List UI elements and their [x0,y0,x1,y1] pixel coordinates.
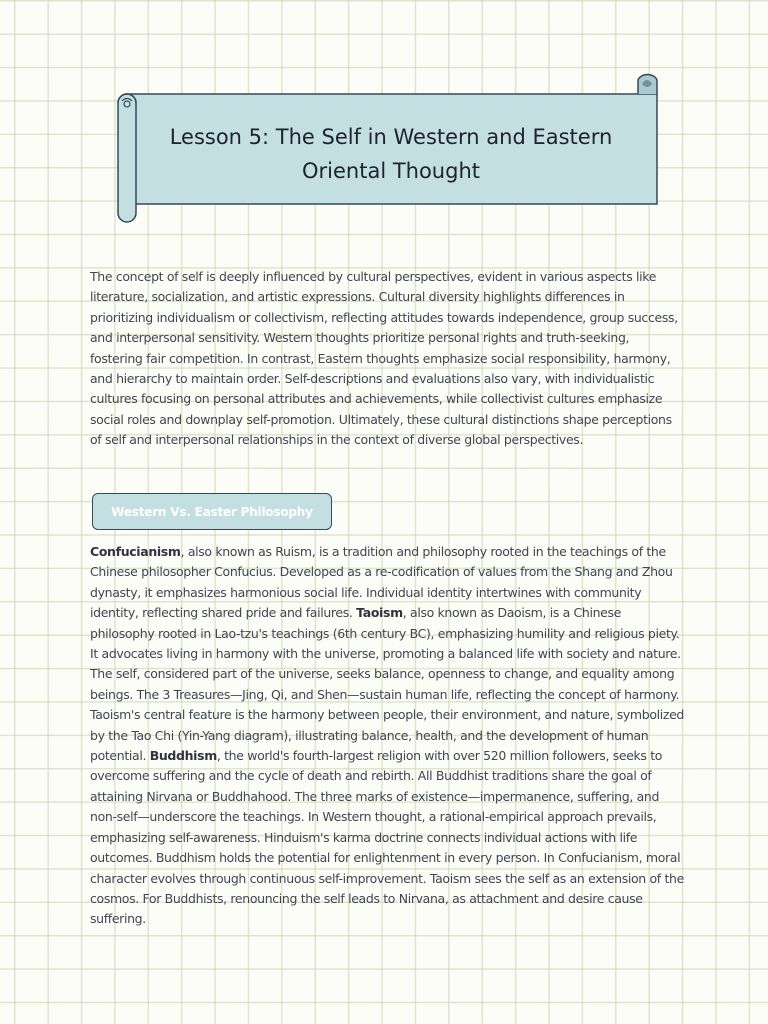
term-buddhism: Buddhism [149,748,217,764]
taoism-text: , also known as Daoism, is a Chinese philosophy rooted in Lao-tzu's teachings (6th century BC), emphasizing humility and religious piety. It advocates living in harmony with the universe, promoting a balanced life with society and nature. The self, considered part of the universe, seeks balance, openness to change, and equality among beings. The 3 Treasures—Jing, Qi, and Shen—sustain human life, reflecting the concept of harmony. Taoism's central feature is the harmony between people, their environment, and nature, symbolized by the Tao Chi (Yin-Yang diagram), illustrating balance, health, and the development of human potential. [90,605,685,764]
confucianism-text: , also known as Ruism, is a tradition and philosophy rooted in the teachings of the Chinese philosopher Confucius. Developed as a re-codification of values from the Shang and Zhou dynasty, it emphasizes harmonious social life. Individual identity intertwines with community identity, reflecting shared pride and failures. [90,544,673,621]
term-taoism: Taoism [356,605,403,621]
section-header-button[interactable] [92,493,332,530]
intro-paragraph: The concept of self is deeply influenced by cultural perspectives, evident in various aspects like literature, socialization, and artistic expressions. Cultural diversity highlights differences in prioritizing individualism or collectivism, reflecting attitudes towards independence, group success, and interpersonal sensitivity. Western thoughts prioritize personal rights and truth-seeking, fostering fair competition. In contrast, Eastern thoughts emphasize social responsibility, harmony, and hierarchy to maintain order. Self-descriptions and evaluations also vary, with individualistic cultures focusing on personal attributes and achievements, while collectivist cultures emphasize social roles and downplay self-promotion. Ultimately, these cultural distinctions shape perceptions of self and interpersonal relationships in the context of diverse global perspectives. [90,269,678,448]
term-confucianism: Confucianism [90,544,181,559]
page-title: Lesson 5: The Self in Western and Eastern Oriental Thought [169,125,613,183]
philosophy-paragraph [90,542,684,930]
section-header-label: Western Vs. Easter Philosophy [111,504,313,519]
buddhism-text: , the world's fourth-largest religion with over 520 million followers, seeks to overcome suffering and the cycle of death and rebirth. All Buddhist traditions share the goal of attaining Nirvana or Buddhahood. The three marks of existence—impermanence, suffering, and non-self—underscore the teachings. In Western thought, a rational-empirical approach prevails, emphasizing self-awareness. Hinduism's karma doctrine connects individual actions with life outcomes. Buddhism holds the potential for enlightenment in every person. In Confucianism, moral character evolves through continuous self-improvement. Taoism sees the self as an extension of the cosmos. For Buddhists, renouncing the self leads to Nirvana, as attachment and desire cause suffering. [90,748,684,927]
title-scroll-banner [114,70,660,226]
